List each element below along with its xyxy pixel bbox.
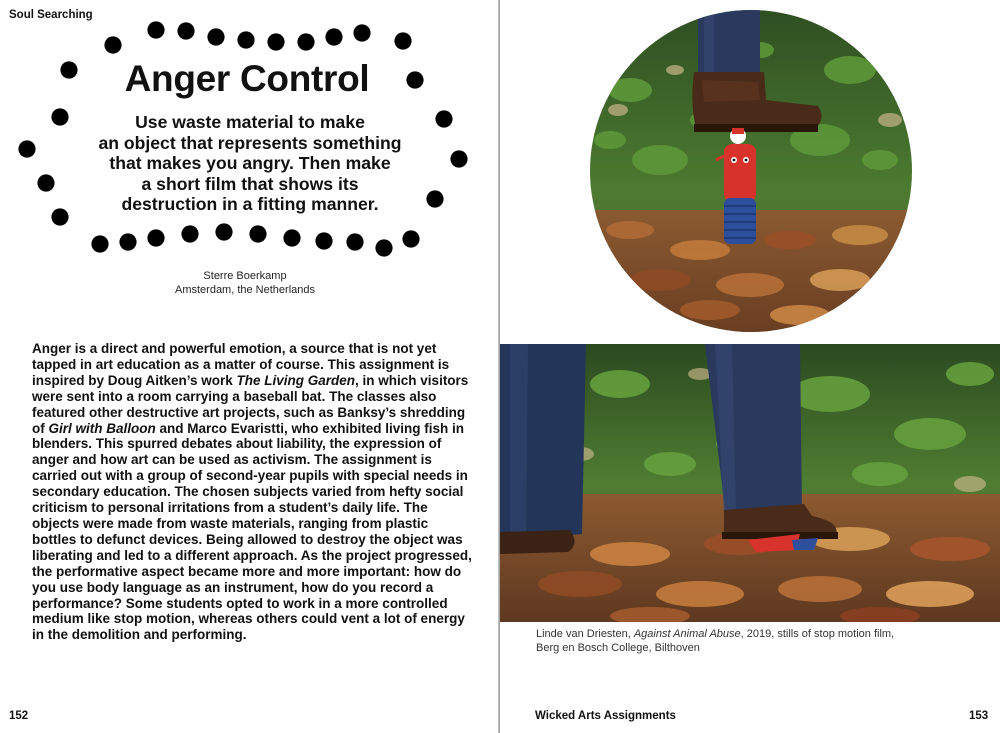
author-credit: [120, 270, 370, 297]
page-number-right: 153: [969, 710, 989, 722]
brief-line: that makes you angry. Then make: [109, 153, 391, 174]
body-segment: , in which visitors were sent into a room carrying a baseball bat. The classes also featured other destructive art projects, such as Banksy’s shredding of: [32, 372, 469, 436]
caption-line-1: [536, 628, 976, 642]
running-foot: Wicked Arts Assignments: [535, 710, 676, 722]
brief-line: a short film that shows its: [141, 173, 359, 194]
author-name: Sterre Boerkamp: [203, 270, 287, 282]
photo-boot-on-bottle: [590, 10, 912, 332]
page-number-left: 152: [9, 710, 29, 722]
body-segment: and Marco Evaristti, who exhibited living fish in blenders. This spurred debates about liability, the expression of anger and how art can be used as activism. The assignment is carried out with a group of second-year pupils with special needs in secondary education. The chosen subjects varied from hefty social criticism to personal irritations from a student’s daily life. The objects were made from waste materials, ranging from plastic bottles to defunct devices. Being allowed to destroy the object was liberating and led to a different approach. As the project progressed, the performative aspect became more and more important: how do you use body language as an instrument, how do you record a performance? Some students opted to work in a more controlled medium like stop motion, whereas others could vent a lot of energy in the demolition and performing.: [32, 420, 472, 643]
brief-line: an object that represents something: [98, 132, 402, 153]
caption-work-title: Against Animal Abuse: [633, 628, 741, 640]
caption-artist: Linde van Driesten,: [536, 628, 634, 640]
assignment-brief: [50, 112, 450, 215]
body-text: [32, 341, 472, 643]
circular-photo: [590, 10, 912, 332]
caption-line-2: Berg en Bosch College, Bilthoven: [536, 641, 700, 654]
body-segment: Anger is a direct and powerful emotion, a source that is not yet tapped in art education as a matter of course. This assignment is inspired by Doug Aitken’s work: [32, 341, 450, 388]
assignment-title: Anger Control: [124, 58, 370, 99]
running-head: Soul Searching: [9, 9, 93, 21]
photo-foot-crushing-bottle: [500, 344, 1000, 622]
photo-caption: [536, 628, 976, 655]
film-still-photo: [500, 344, 1000, 622]
author-location: Amsterdam, the Netherlands: [174, 283, 315, 296]
brief-line: destruction in a fitting manner.: [121, 194, 379, 215]
caption-details: , 2019, stills of stop motion film,: [740, 628, 895, 640]
left-page: [0, 0, 499, 733]
brief-line: Use waste material to make: [135, 112, 365, 132]
artwork-title: The Living Garden: [236, 372, 356, 388]
artwork-title: Girl with Balloon: [48, 420, 156, 436]
